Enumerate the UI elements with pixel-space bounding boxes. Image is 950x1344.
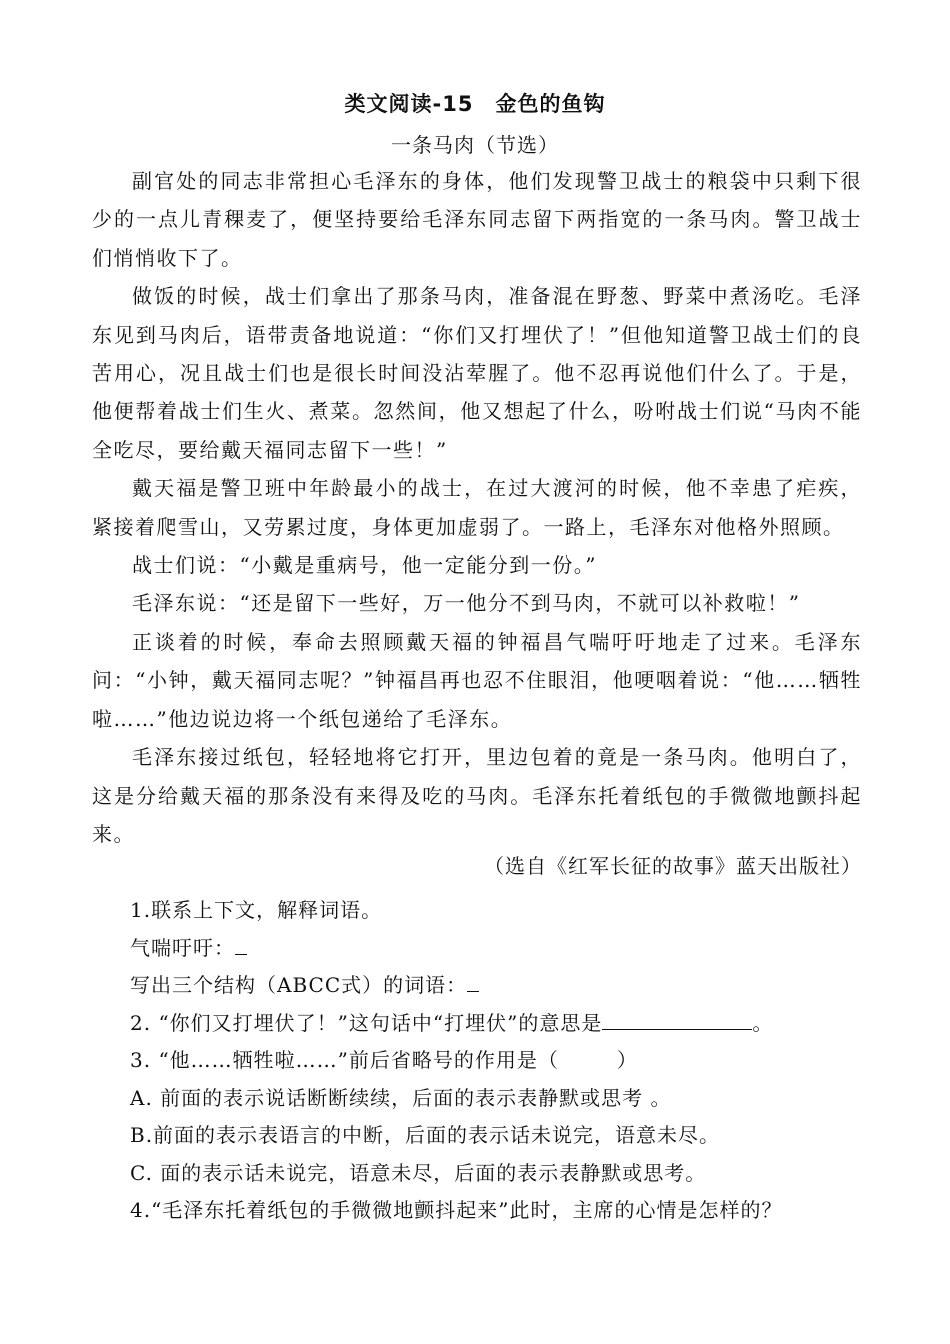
question-3 [130, 1042, 870, 1080]
article-paragraph: 戴天福是警卫班中年龄最小的战士，在过大渡河的时候，他不幸患了疟疾，紧接着爬雪山，又劳累过度，身体更加虚弱了。一路上，毛泽东对他格外照顾。 [92, 476, 862, 539]
question-1b-label: 写出三个结构（ABCC式）的词语： [130, 973, 468, 997]
document-title: 类文阅读-15 金色的鱼钩 [344, 92, 606, 116]
answer-blank[interactable] [602, 1029, 752, 1030]
question-4: 4.“毛泽东托着纸包的手微微地颤抖起来”此时，主席的心情是怎样的？ [130, 1198, 783, 1222]
question-2-end: 。 [752, 1010, 774, 1035]
question-1: 1.联系上下文，解释词语。 [130, 898, 383, 922]
option-b: B.前面的表示表语言的中断，后面的表示话未说完，语意未尽。 [130, 1123, 721, 1147]
answer-blank[interactable] [467, 991, 479, 992]
article-paragraph: 正谈着的时候，奉命去照顾戴天福的钟福昌气喘吁吁地走了过来。毛泽东问：“小钟，戴天福同志呢？”钟福昌再也忍不住眼泪，他哽咽着说：“他……牺牲啦……”他边说边将一个纸包递给了毛泽东。 [92, 629, 862, 731]
article-paragraph: 做饭的时候，战士们拿出了那条马肉，准备混在野葱、野菜中煮汤吃。毛泽东见到马肉后，语带责备地说道：“你们又打埋伏了！”但他知道警卫战士们的良苦用心，况且战士们也是很长时间没沾荤腥了。他不忍再说他们什么了。于是，他便帮着战士们生火、煮菜。忽然间，他又想起了什么，吩咐战士们说“马肉不能全吃尽，要给戴天福同志留下一些！” [92, 284, 862, 462]
question-1a [130, 930, 870, 968]
article-body [92, 162, 862, 853]
question-1b [130, 967, 870, 1005]
article-paragraph: 战士们说：“小戴是重病号，他一定能分到一份。” [132, 553, 597, 578]
article-paragraph: 毛泽东说：“还是留下一些好，万一他分不到马肉，不就可以补救啦！” [132, 591, 801, 616]
question-3-text: 3. “他……牺牲啦……”前后省略号的作用是（ [130, 1048, 559, 1072]
answer-blank[interactable] [235, 954, 247, 955]
question-2 [130, 1005, 870, 1043]
article-subtitle: 一条马肉（节选） [391, 133, 559, 157]
question-2-text: 2. “你们又打埋伏了！”这句话中“打埋伏”的意思是 [130, 1010, 603, 1035]
article-paragraph: 毛泽东接过纸包，轻轻地将它打开，里边包着的竟是一条马肉。他明白了，这是分给戴天福的那条没有来得及吃的马肉。毛泽东托着纸包的手微微地颤抖起来。 [92, 745, 862, 846]
question-3-end: ） [616, 1048, 638, 1072]
option-a: A. 前面的表示说话断断续续，后面的表示表静默或思考 。 [130, 1085, 672, 1110]
article-source: （选自《红军长征的故事》蓝天出版社） [484, 854, 862, 878]
question-1a-label: 气喘吁吁： [130, 935, 235, 960]
option-c: C. 面的表示话未说完，语意未尽，后面的表示表静默或思考。 [130, 1160, 707, 1185]
question-list [130, 892, 870, 1230]
article-paragraph: 副官处的同志非常担心毛泽东的身体，他们发现警卫战士的粮袋中只剩下很少的一点儿青稞麦了，便坚持要给毛泽东同志留下两指宽的一条马肉。警卫战士们悄悄收下了。 [92, 169, 862, 270]
